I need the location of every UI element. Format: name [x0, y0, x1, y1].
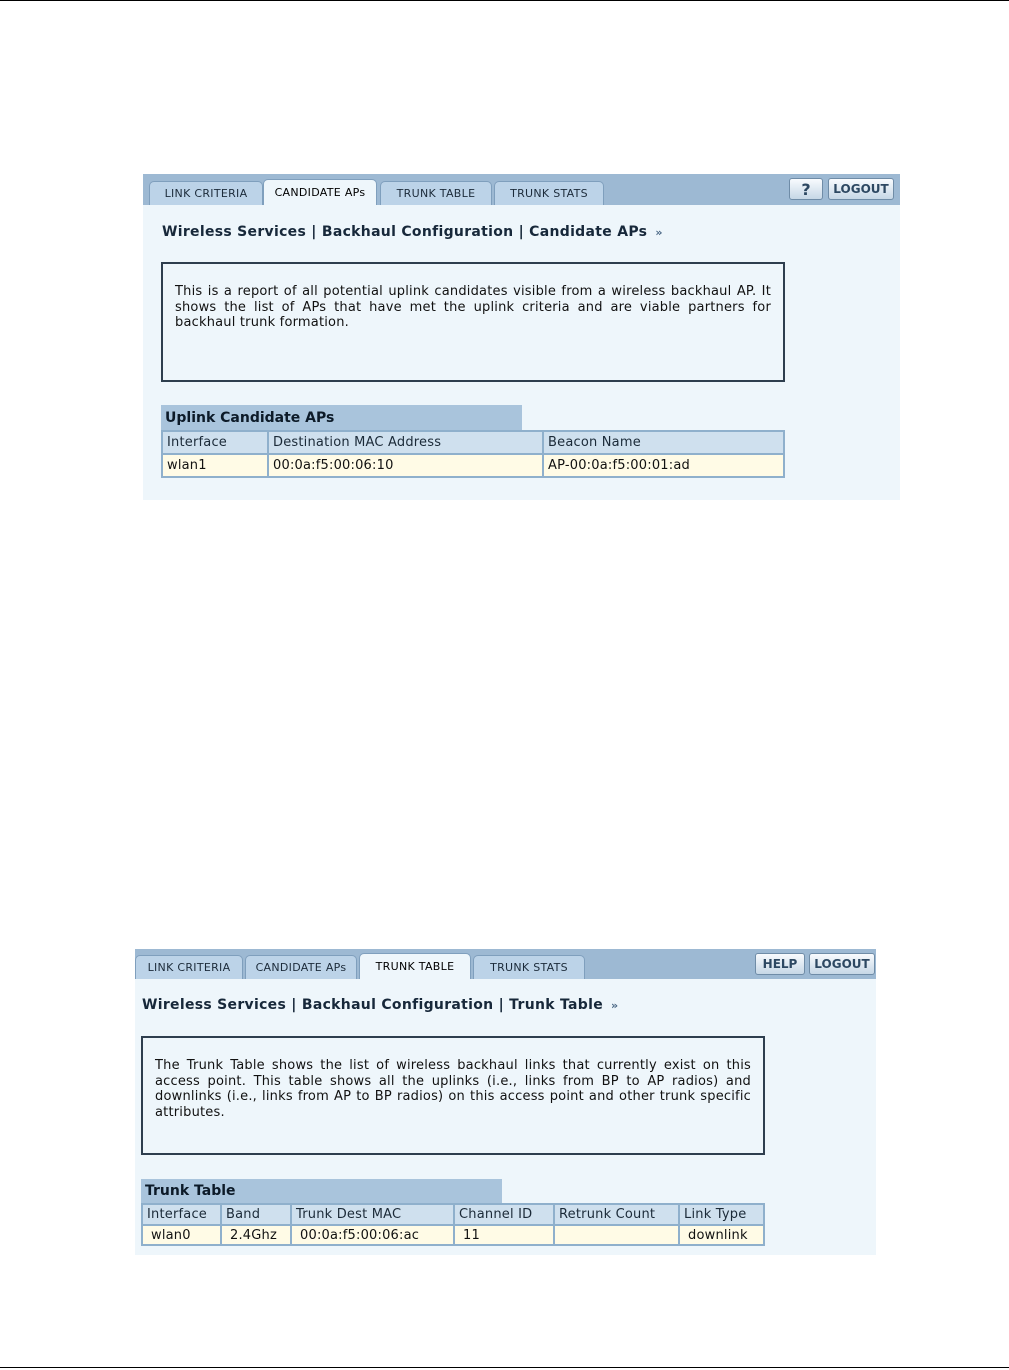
- logout-button[interactable]: LOGOUT: [809, 953, 875, 975]
- description-box: This is a report of all potential uplink candidates visible from a wireless backhaul AP. It shows the list of APs that have met the uplink criteria and are viable partners for backhaul trunk formation.: [161, 262, 785, 382]
- section-title: Trunk Table: [141, 1179, 502, 1203]
- column-header: Destination MAC Address: [268, 431, 543, 454]
- uplink-candidates-table: [161, 430, 785, 478]
- help-button[interactable]: HELP: [755, 953, 805, 975]
- page-top-rule: [0, 0, 1009, 1]
- table-row[interactable]: [142, 1225, 764, 1245]
- trunk-table-screen: [135, 949, 876, 1255]
- cell-channel-id: 11: [454, 1225, 554, 1245]
- breadcrumb-text: Wireless Services | Backhaul Configuration | Trunk Table: [142, 997, 604, 1013]
- cell-beacon-name: AP-00:0a:f5:00:01:ad: [543, 454, 784, 477]
- cell-interface: wlan1: [162, 454, 268, 477]
- column-header: Band: [221, 1204, 291, 1225]
- candidate-aps-screen: [143, 174, 900, 500]
- column-header: Beacon Name: [543, 431, 784, 454]
- help-button[interactable]: [789, 178, 823, 200]
- tab-bar: [135, 949, 876, 979]
- cell-band: 2.4Ghz: [221, 1225, 291, 1245]
- page-breadcrumb: [142, 997, 618, 1013]
- section-title: Uplink Candidate APs: [161, 405, 522, 430]
- cell-link-type: downlink: [679, 1225, 764, 1245]
- tab-candidate-aps[interactable]: CANDIDATE APs: [245, 955, 357, 979]
- column-header: Interface: [142, 1204, 221, 1225]
- table-row[interactable]: [162, 454, 784, 477]
- tab-candidate-aps[interactable]: CANDIDATE APs: [263, 179, 377, 205]
- cell-destination-mac: 00:0a:f5:00:06:10: [268, 454, 543, 477]
- column-header: Channel ID: [454, 1204, 554, 1225]
- double-chevron-right-icon[interactable]: »: [655, 226, 663, 239]
- tab-trunk-stats[interactable]: TRUNK STATS: [494, 181, 604, 205]
- page-bottom-rule: [0, 1367, 1009, 1368]
- tab-trunk-table[interactable]: TRUNK TABLE: [380, 181, 492, 205]
- double-chevron-right-icon[interactable]: »: [611, 999, 619, 1012]
- breadcrumb-text: Wireless Services | Backhaul Configuration | Candidate APs: [162, 224, 648, 240]
- column-header: Retrunk Count: [554, 1204, 679, 1225]
- cell-retrunk-count: [554, 1225, 679, 1245]
- column-header: Trunk Dest MAC: [291, 1204, 454, 1225]
- logout-button[interactable]: LOGOUT: [828, 178, 894, 200]
- page-breadcrumb: [162, 224, 663, 240]
- cell-interface: wlan0: [142, 1225, 221, 1245]
- help-question-icon: ?: [801, 179, 811, 199]
- tab-bar: [143, 174, 900, 205]
- tab-trunk-table[interactable]: TRUNK TABLE: [359, 953, 471, 979]
- column-header: Interface: [162, 431, 268, 454]
- description-box: The Trunk Table shows the list of wireless backhaul links that currently exist on this access point. This table shows all the uplinks (i.e., links from BP to AP radios) and downlinks (i.e., links from AP to BP radios) on this access point and other trunk specific attributes.: [141, 1036, 765, 1155]
- tab-link-criteria[interactable]: LINK CRITERIA: [135, 955, 243, 979]
- column-header: Link Type: [679, 1204, 764, 1225]
- cell-trunk-dest-mac: 00:0a:f5:00:06:ac: [291, 1225, 454, 1245]
- tab-link-criteria[interactable]: LINK CRITERIA: [149, 181, 263, 205]
- tab-trunk-stats[interactable]: TRUNK STATS: [473, 955, 585, 979]
- trunk-table: [141, 1203, 765, 1246]
